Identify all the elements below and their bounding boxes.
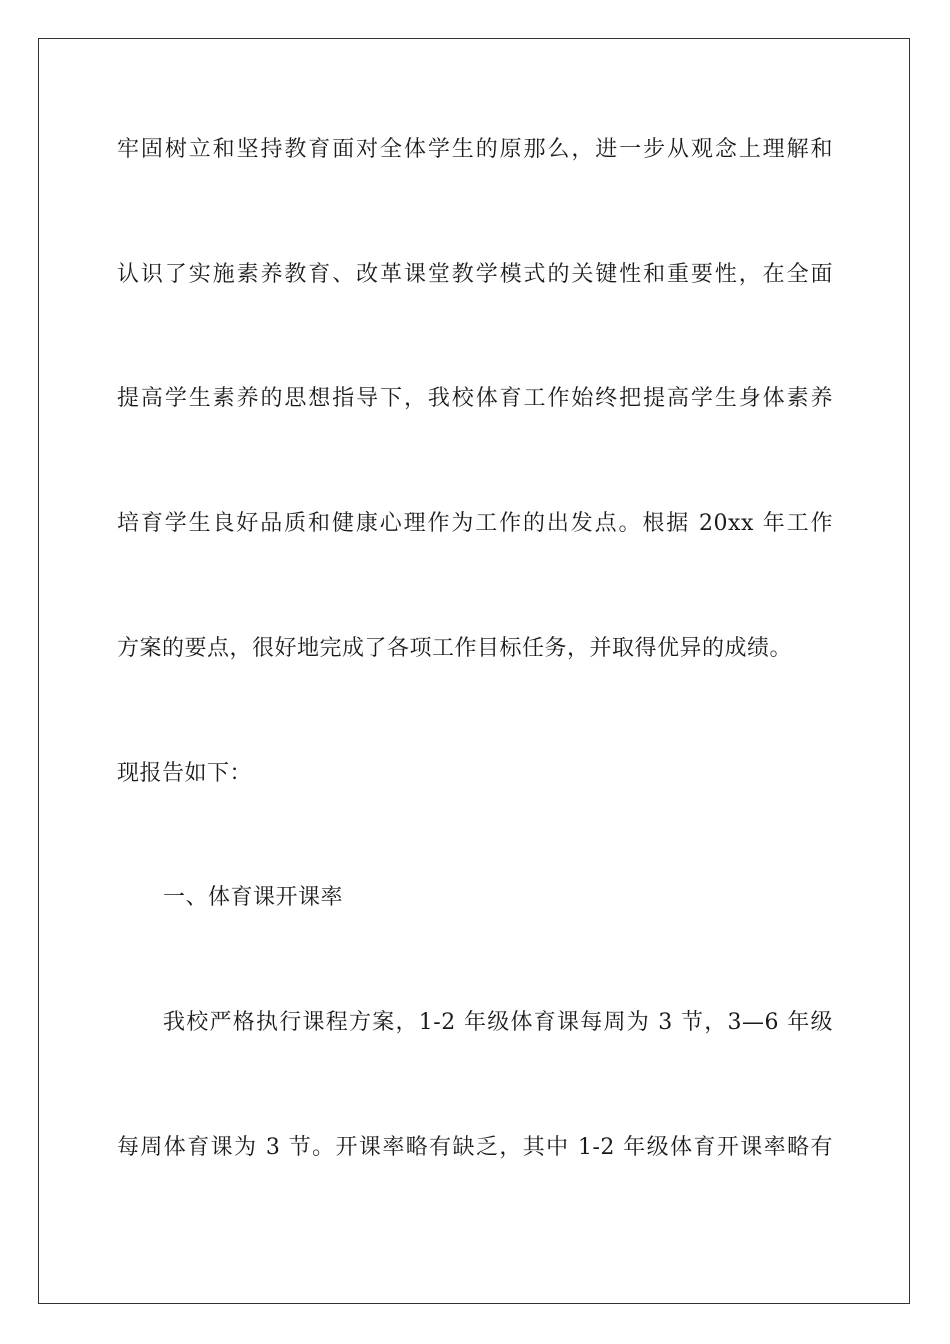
section-heading: 一、体育课开课率 — [163, 885, 344, 910]
paragraph-line: 牢固树立和坚持教育面对全体学生的原那么，进一步从观念上理解和 — [117, 137, 833, 162]
paragraph-line: 方案的要点，很好地完成了各项工作目标任务，并取得优异的成绩。 — [117, 636, 793, 661]
paragraph-line: 认识了实施素养教育、改革课堂教学模式的关键性和重要性，在全面 — [117, 262, 833, 287]
paragraph-line: 每周体育课为 3 节。开课率略有缺乏，其中 1-2 年级体育开课率略有 — [117, 1135, 833, 1160]
paragraph-line: 现报告如下： — [117, 761, 253, 786]
paragraph-line: 我校严格执行课程方案，1-2 年级体育课每周为 3 节，3—6 年级 — [163, 1010, 833, 1035]
paragraph-line: 提高学生素养的思想指导下，我校体育工作始终把提高学生身体素养 — [117, 386, 833, 411]
page-border — [38, 38, 910, 1304]
paragraph-line: 培育学生良好品质和健康心理作为工作的出发点。根据 20xx 年工作 — [117, 511, 833, 536]
